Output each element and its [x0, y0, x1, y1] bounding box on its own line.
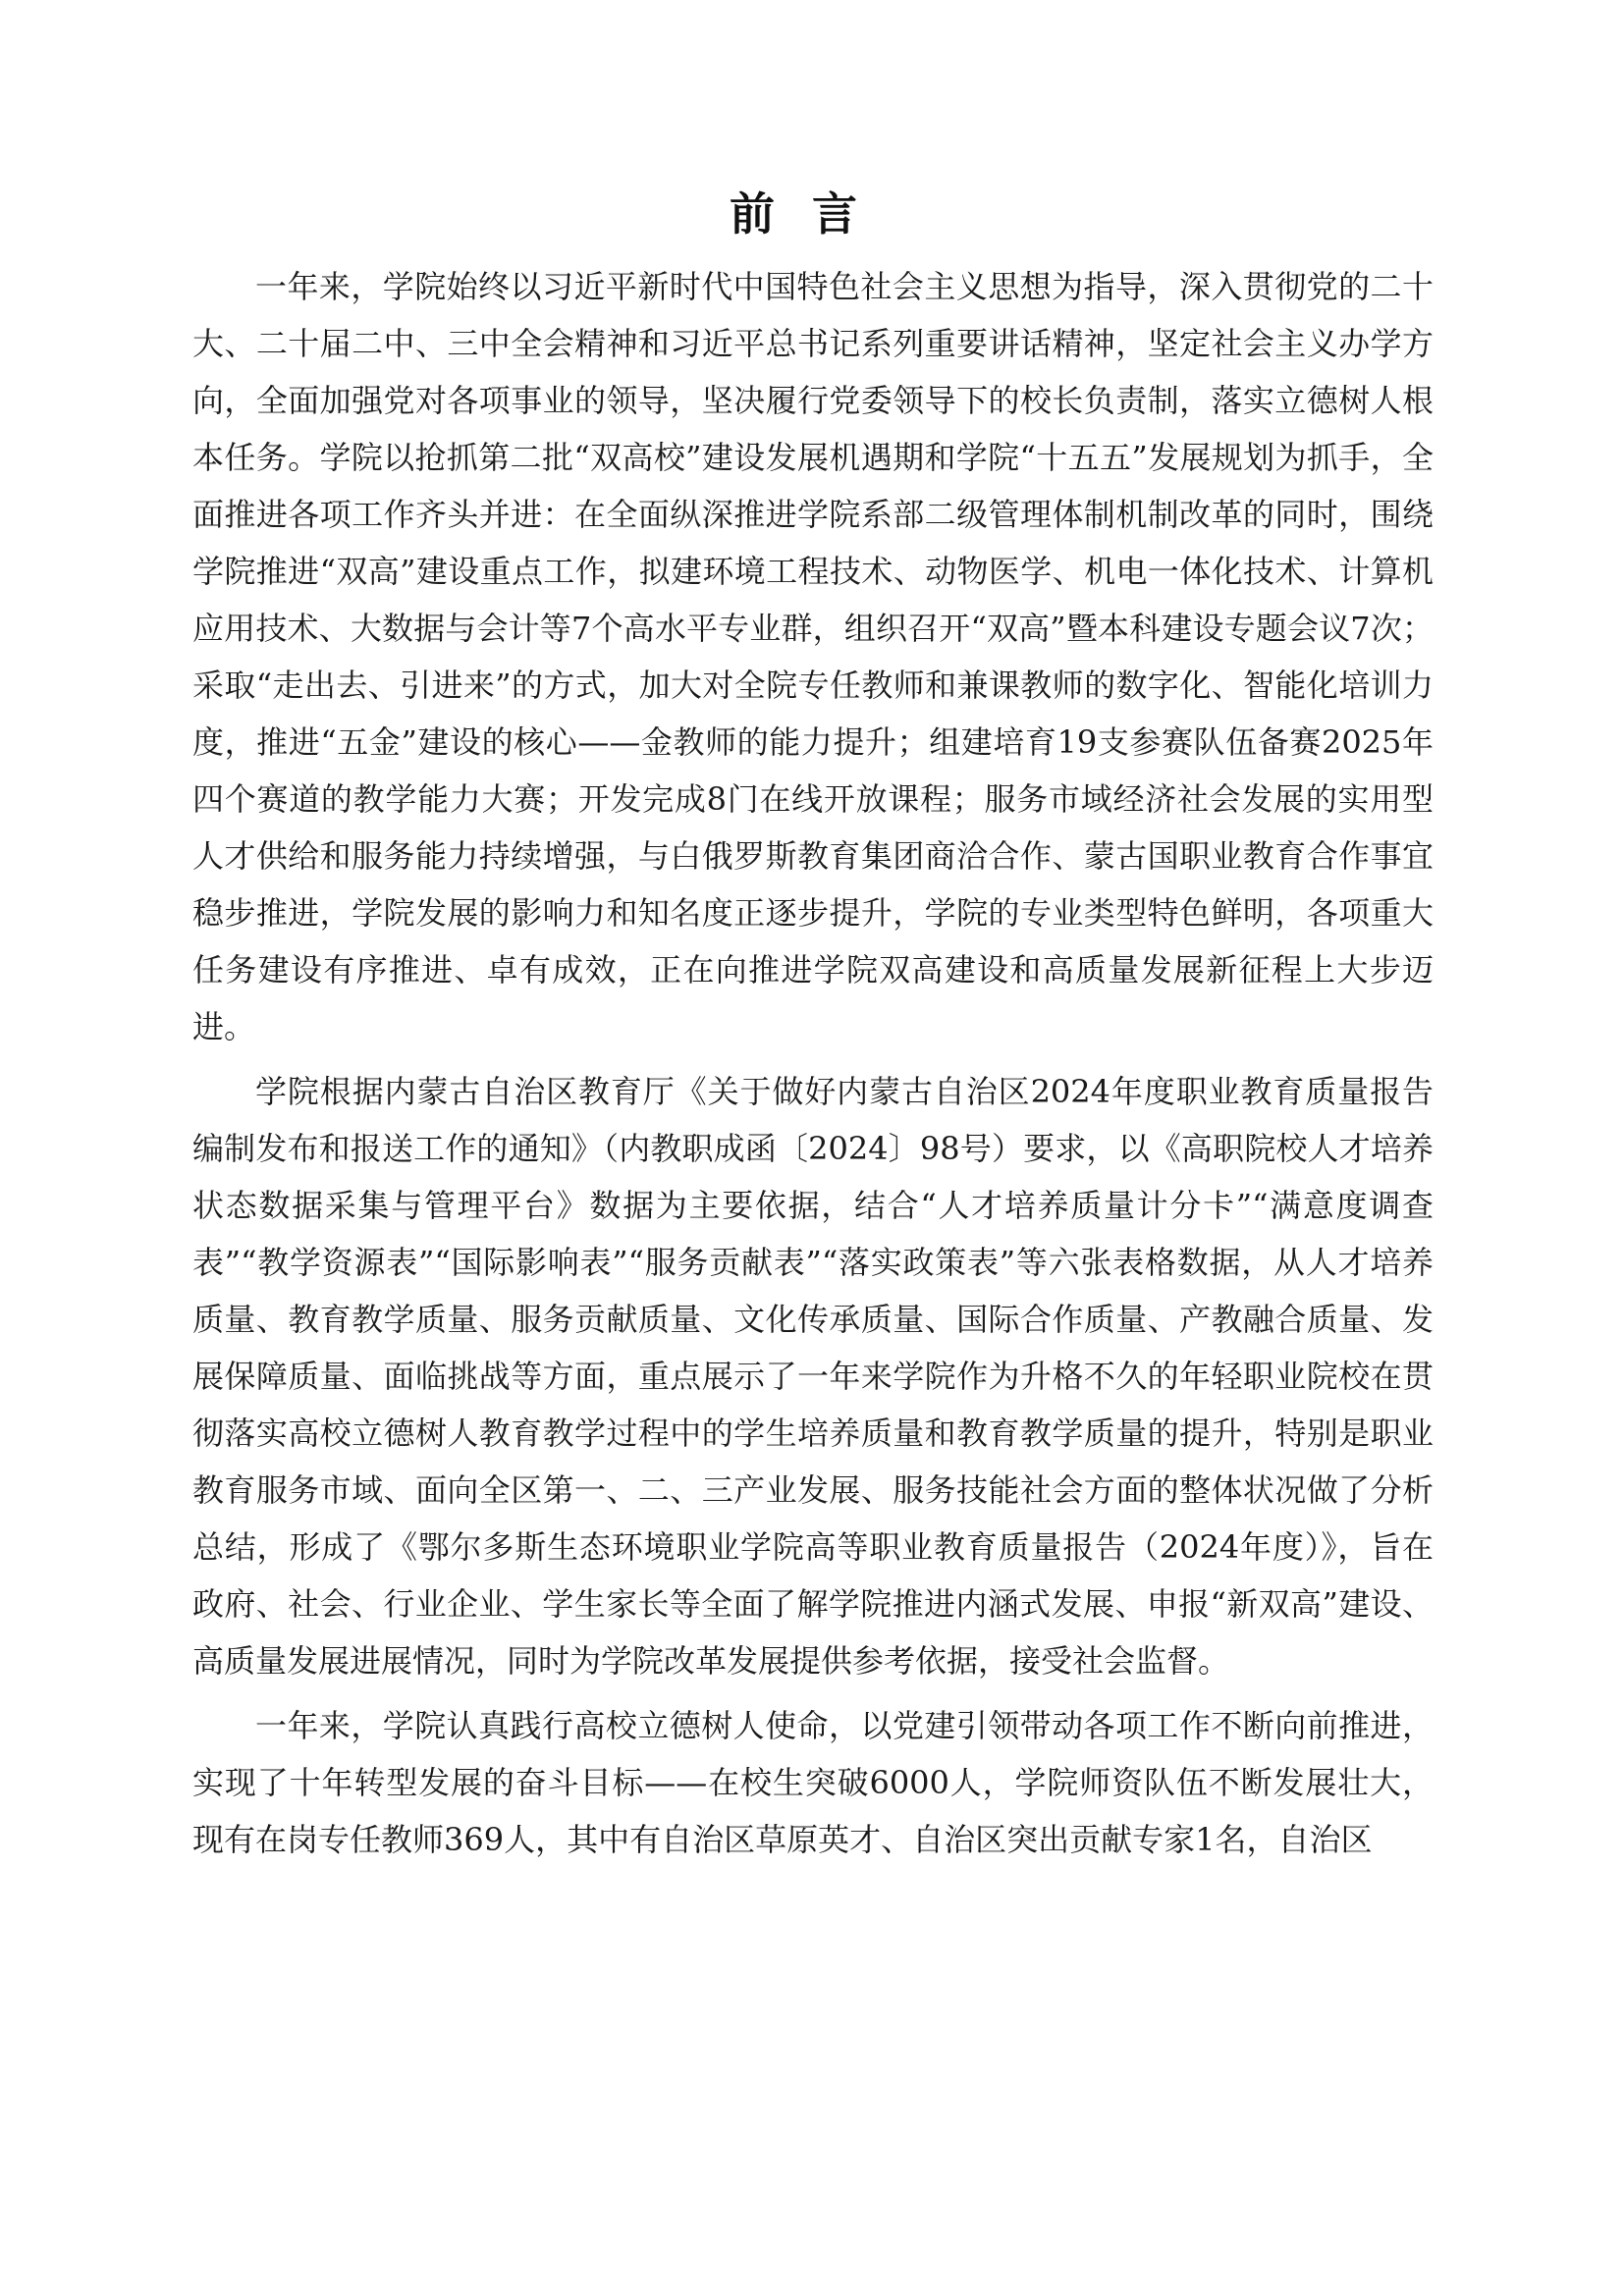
paragraph-3: 一年来，学院认真践行高校立德树人使命，以党建引领带动各项工作不断向前推进，实现了十年转型发展的奋斗目标——在校生突破6000人，学院师资队伍不断发展壮大，现有在岗专任教师369人，其中有自治区草原英才、自治区突出贡献专家1名，自治区 — [192, 1707, 1434, 1858]
paragraph-2: 学院根据内蒙古自治区教育厅《关于做好内蒙古自治区2024年度职业教育质量报告编制发布和报送工作的通知》（内教职成函〔2024〕98号）要求，以《高职院校人才培养状态数据采集与管理平台》数据为主要依据，结合“人才培养质量计分卡”“满意度调查表”“教学资源表”“国际影响表”“服务贡献表”“落实政策表”等六张表格数据，从人才培养质量、教育教学质量、服务贡献质量、文化传承质量、国际合作质量、产教融合质量、发展保障质量、面临挑战等方面，重点展示了一年来学院作为升格不久的年轻职业院校在贯彻落实高校立德树人教育教学过程中的学生培养质量和教育教学质量的提升，特别是职业教育服务市域、面向全区第一、二、三产业发展、服务技能社会方面的整体状况做了分析总结，形成了《鄂尔多斯生态环境职业学院高等职业教育质量报告（2024年度）》，旨在政府、社会、行业企业、学生家长等全面了解学院推进内涵式发展、申报“新双高”建设、高质量发展进展情况，同时为学院改革发展提供参考依据，接受社会监督。 — [192, 1073, 1434, 1680]
body-text — [192, 258, 1434, 1868]
page-title: 前言 — [730, 187, 894, 240]
paragraph-1: 一年来，学院始终以习近平新时代中国特色社会主义思想为指导，深入贯彻党的二十大、二十届二中、三中全会精神和习近平总书记系列重要讲话精神，坚定社会主义办学方向，全面加强党对各项事业的领导，坚决履行党委领导下的校长负责制，落实立德树人根本任务。学院以抢抓第二批“双高校”建设发展机遇期和学院“十五五”发展规划为抓手，全面推进各项工作齐头并进：在全面纵深推进学院系部二级管理体制机制改革的同时，围绕学院推进“双高”建设重点工作，拟建环境工程技术、动物医学、机电一体化技术、计算机应用技术、大数据与会计等7个高水平专业群，组织召开“双高”暨本科建设专题会议7次；采取“走出去、引进来”的方式，加大对全院专任教师和兼课教师的数字化、智能化培训力度，推进“五金”建设的核心——金教师的能力提升；组建培育19支参赛队伍备赛2025年四个赛道的教学能力大赛；开发完成8门在线开放课程；服务市域经济社会发展的实用型人才供给和服务能力持续增强，与白俄罗斯教育集团商洽合作、蒙古国职业教育合作事宜稳步推进，学院发展的影响力和知名度正逐步提升，学院的专业类型特色鲜明，各项重大任务建设有序推进、卓有成效，正在向推进学院双高建设和高质量发展新征程上大步迈进。 — [192, 268, 1434, 1045]
